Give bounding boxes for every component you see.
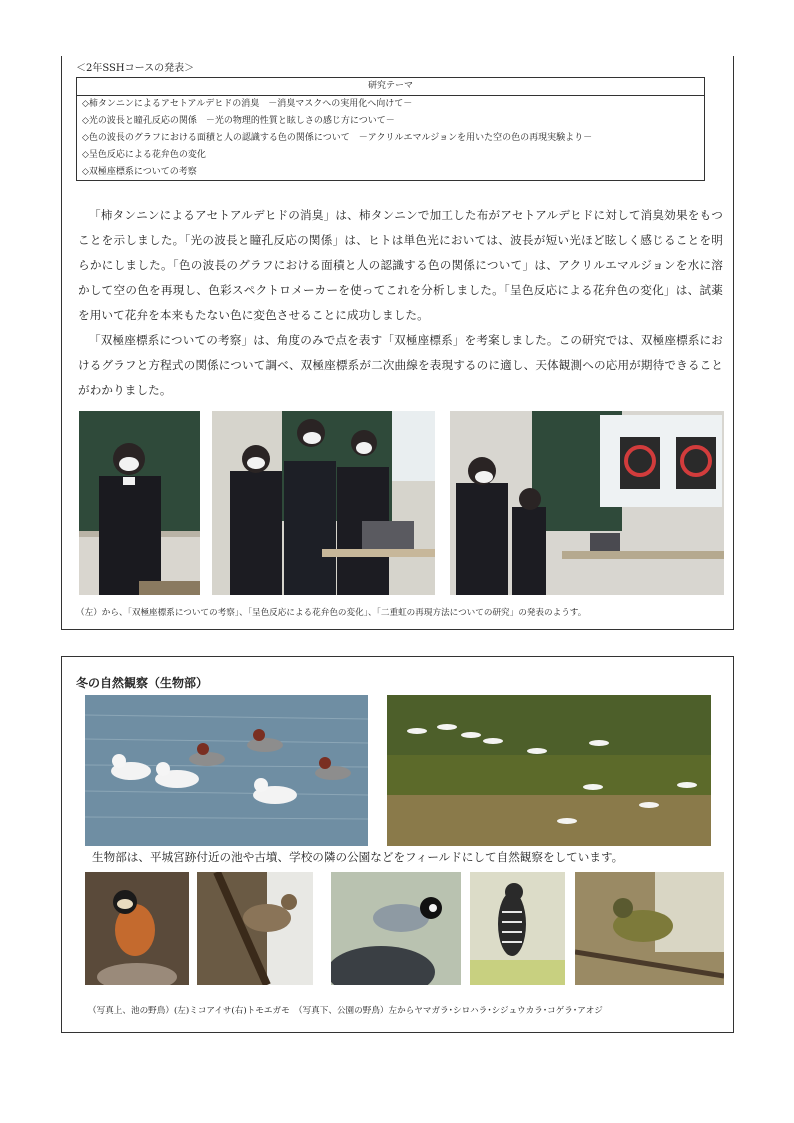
photo-caption: （左）から、「双極座標系についての考察」、「呈色反応による花弁色の変化」、「二重虹の再現方法についての研究」の発表のようす。	[76, 608, 587, 618]
theme-row: ◇光の波長と瞳孔反応の関係 －光の物理的性質と眩しさの感じ方について－	[82, 116, 395, 126]
section-body-text: 生物部は、平城宮跡付近の池や古墳、学校の隣の公園などをフィールドにして自然観察をしています。	[92, 850, 624, 864]
section-title: 冬の自然観察（生物部）	[76, 676, 209, 690]
section-heading: ＜2年SSHコースの発表＞	[76, 63, 195, 74]
body-paragraph: 「柿タンニンによるアセトアルデヒドの消臭」は、柿タンニンで加工した布がアセトアルデヒドに対して消臭効果をもつことを示しました。「光の波長と瞳孔反応の関係」は、ヒトは単色光においては、波長が短い光ほど眩しく感じることを明らかにしました。「色の波長のグラフにおける面積と人の認識する色の関係について」は、アクリルエマルジョンを水に溶かして空の色を再現し、色彩スペクトロメーカーを使ってこれを分析しました。「呈色反応による花弁色の変化」は、試薬を用いて花弁を本来もたない色に変色させることに成功しました。	[78, 208, 723, 322]
research-theme-table	[76, 77, 705, 181]
presentation-photo-3	[450, 411, 724, 595]
presentation-photo-1	[79, 411, 200, 595]
theme-row: ◇双極座標系についての考察	[82, 167, 197, 177]
yamagara-photo	[85, 872, 189, 985]
body-paragraph: 「双極座標系についての考察」は、角度のみで点を表す「双極座標系」を考案しました。この研究では、双極座標系におけるグラフと方程式の関係について調べ、双極座標系が二次曲線を表現するのに適し、天体観測への応用が期待できることがわかりました。	[78, 333, 723, 397]
theme-row: ◇柿タンニンによるアセトアルデヒドの消臭 －消臭マスクへの実用化へ向けて－	[82, 99, 413, 109]
presentation-photo-2	[212, 411, 435, 595]
theme-row: ◇色の波長のグラフにおける面積と人の認識する色の関係について －アクリルエマルジョンを用いた空の色の再現実験より－	[82, 133, 593, 143]
shijukara-photo	[331, 872, 461, 985]
table-header: 研究テーマ	[77, 78, 704, 96]
aoji-photo	[575, 872, 724, 985]
theme-row: ◇呈色反応による花弁色の変化	[82, 150, 206, 160]
shirohara-photo	[197, 872, 313, 985]
kogera-photo	[470, 872, 565, 985]
pond-ducks-photo	[85, 695, 368, 846]
flying-ducks-photo	[387, 695, 711, 846]
photo-caption: （写真上、池の野鳥）(左)ミコアイサ(右)トモエガモ （写真下、公園の野鳥）左からヤマガラ･シロハラ･シジュウカラ･コゲラ･アオジ	[88, 1006, 603, 1016]
